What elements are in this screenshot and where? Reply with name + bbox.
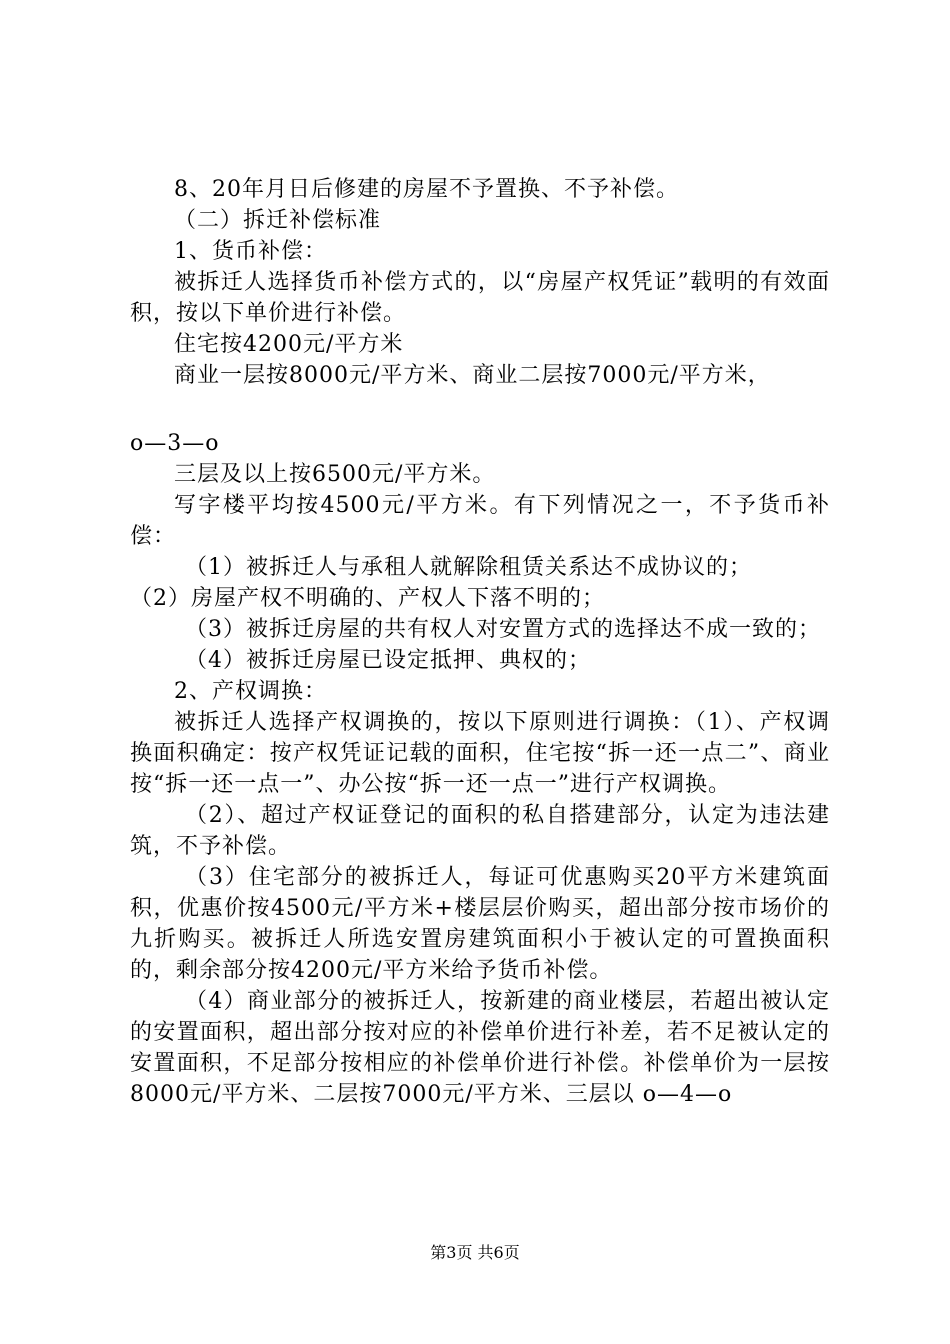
document-body <box>130 174 830 1110</box>
subheading-property-exchange: 2、产权调换： <box>174 679 327 704</box>
paragraph-commercial-exchange: （4）商业部分的被拆迁人，按新建的商业楼层，若超出被认定的安置面积，超出部分按对应的补偿单价进行补差，若不足被认定的安置面积，不足部分按相应的补偿单价进行补偿。补偿单价为一层按8000元/平方米、二层按7000元/平方米、三层以 o—4—o <box>130 989 830 1107</box>
paragraph-third-floor-price: 三层及以上按6500元/平方米。 <box>174 462 496 487</box>
paragraph-illegal-construction: （2）、超过产权证登记的面积的私自搭建部分，认定为违法建筑，不予补偿。 <box>130 803 830 859</box>
paragraph-commercial-price: 商业一层按8000元/平方米、商业二层按7000元/平方米， <box>174 363 771 388</box>
page-number-marker: o—3—o <box>130 431 220 456</box>
condition-item-3: （3）被拆迁房屋的共有权人对安置方式的选择达不成一致的； <box>185 617 821 642</box>
section-heading-compensation-standard: （二）拆迁补偿标准 <box>174 208 382 233</box>
condition-item-2: （2）房屋产权不明确的、产权人下落不明的； <box>130 586 605 611</box>
paragraph-residential-exchange: （3）住宅部分的被拆迁人，每证可优惠购买20平方米建筑面积，优惠价按4500元/平方米+楼层层价购买，超出部分按市场价的九折购买。被拆迁人所选安置房建筑面积小于被认定的可置换面积的，剩余部分按4200元/平方米给予货币补偿。 <box>130 865 830 983</box>
page-break-gap <box>130 391 830 428</box>
condition-item-4: （4）被拆迁房屋已设定抵押、典权的； <box>185 648 591 673</box>
paragraph-residential-price: 住宅按4200元/平方米 <box>174 332 404 357</box>
condition-item-1: （1）被拆迁人与承租人就解除租赁关系达不成协议的； <box>185 555 752 580</box>
page-footer: 第3页 共6页 <box>430 1243 520 1262</box>
paragraph-clause-8: 8、20年月日后修建的房屋不予置换、不予补偿。 <box>174 177 679 202</box>
paragraph-office-price: 写字楼平均按4500元/平方米。有下列情况之一，不予货币补偿： <box>130 493 830 549</box>
paragraph-exchange-principles: 被拆迁人选择产权调换的，按以下原则进行调换：（1）、产权调换面积确定：按产权凭证记载的面积，住宅按“拆一还一点二”、商业按“拆一还一点一”、办公按“拆一还一点一”进行产权调换。 <box>130 710 830 797</box>
paragraph-monetary-intro: 被拆迁人选择货币补偿方式的，以“房屋产权凭证”载明的有效面积，按以下单价进行补偿。 <box>130 270 830 326</box>
subheading-monetary-compensation: 1、货币补偿： <box>174 239 327 264</box>
